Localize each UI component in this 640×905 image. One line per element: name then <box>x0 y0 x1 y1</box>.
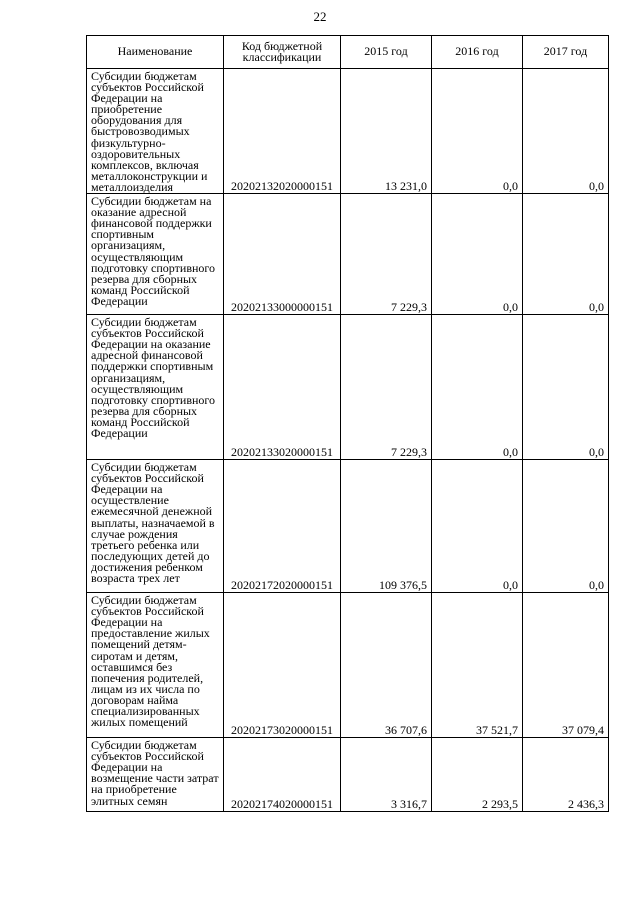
row-name: Субсидии бюджетам субъектов Российской Федерации на приобретение оборудования для быстровозводимых физкультурно-оздоровительных комплексов, включая металлоконструкции и металлоизделия <box>87 69 224 194</box>
row-value-2015: 3 316,7 <box>341 738 432 812</box>
row-value-2016: 0,0 <box>432 315 523 460</box>
row-value-2015: 109 376,5 <box>341 460 432 593</box>
row-value-2015: 36 707,6 <box>341 593 432 738</box>
header-2016: 2016 год <box>432 36 523 69</box>
header-2015: 2015 год <box>341 36 432 69</box>
header-code: Код бюджетной классификации <box>224 36 341 69</box>
row-name: Субсидии бюджетам на оказание адресной финансовой поддержки спортивным организациям, осуществляющим подготовку спортивного резерва для сборных команд Российской Федерации <box>87 194 224 315</box>
row-value-2017: 2 436,3 <box>523 738 609 812</box>
table-row <box>87 194 609 315</box>
row-code: 20202174020000151 <box>224 738 341 812</box>
row-value-2017: 0,0 <box>523 315 609 460</box>
row-name: Субсидии бюджетам субъектов Российской Федерации на оказание адресной финансовой поддержки спортивным организациям, осуществляющим подготовку спортивного резерва для сборных команд Российской Федерации <box>87 315 224 460</box>
row-value-2017: 0,0 <box>523 460 609 593</box>
table-row <box>87 593 609 738</box>
table-row <box>87 315 609 460</box>
row-code: 20202132020000151 <box>224 69 341 194</box>
header-name: Наименование <box>87 36 224 69</box>
row-value-2016: 37 521,7 <box>432 593 523 738</box>
row-value-2015: 7 229,3 <box>341 194 432 315</box>
row-code: 20202133020000151 <box>224 315 341 460</box>
table-row <box>87 69 609 194</box>
page-number: 22 <box>313 9 327 24</box>
row-code: 20202133000000151 <box>224 194 341 315</box>
row-name: Субсидии бюджетам субъектов Российской Федерации на осуществление ежемесячной денежной выплаты, назначаемой в случае рождения третьего ребенка или последующих детей до достижения ребенком возраста трех лет <box>87 460 224 593</box>
table-header <box>87 36 609 69</box>
row-value-2017: 37 079,4 <box>523 593 609 738</box>
header-2017: 2017 год <box>523 36 609 69</box>
row-value-2015: 13 231,0 <box>341 69 432 194</box>
row-value-2016: 0,0 <box>432 194 523 315</box>
row-value-2017: 0,0 <box>523 194 609 315</box>
table-row <box>87 738 609 812</box>
row-value-2016: 0,0 <box>432 460 523 593</box>
row-value-2015: 7 229,3 <box>341 315 432 460</box>
row-name: Субсидии бюджетам субъектов Российской Федерации на предоставление жилых помещений детям-сиротам и детям, оставшимся без попечения родителей, лицам из их числа по договорам найма специализированных жилых помещений <box>87 593 224 738</box>
row-code: 20202172020000151 <box>224 460 341 593</box>
row-name: Субсидии бюджетам субъектов Российской Федерации на возмещение части затрат на приобретение элитных семян <box>87 738 224 812</box>
table-row <box>87 460 609 593</box>
row-value-2017: 0,0 <box>523 69 609 194</box>
row-code: 20202173020000151 <box>224 593 341 738</box>
row-value-2016: 2 293,5 <box>432 738 523 812</box>
row-value-2016: 0,0 <box>432 69 523 194</box>
budget-table <box>86 35 609 812</box>
